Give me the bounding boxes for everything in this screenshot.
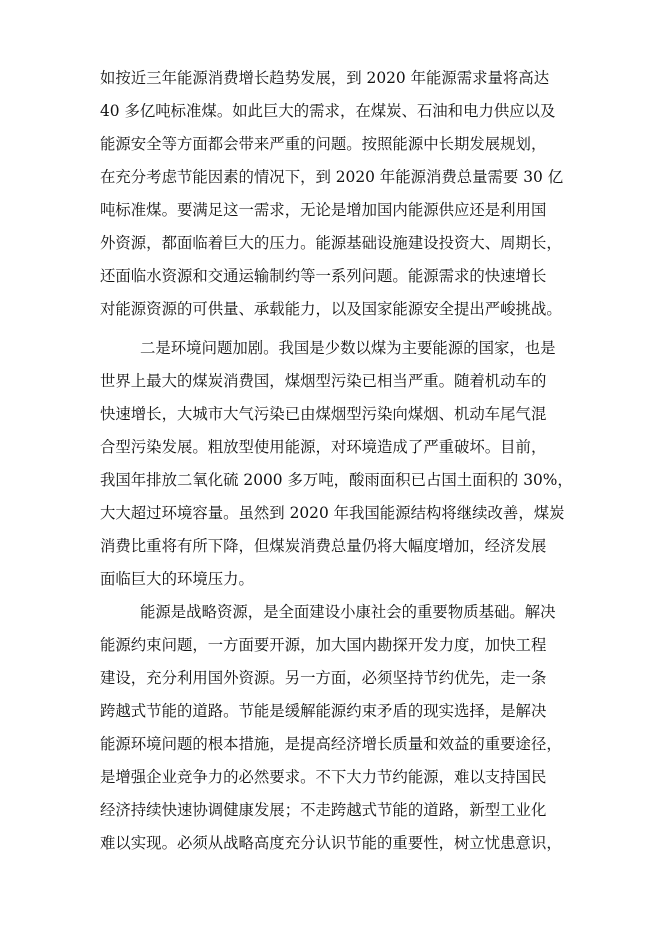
text-line: 能源环境问题的根本措施，是提高经济增长质量和效益的重要途径， bbox=[100, 735, 562, 753]
text-line: 如按近三年能源消费增长趋势发展，到 2020 年能源需求量将高达 bbox=[100, 69, 550, 87]
text-line: 能源安全等方面都会带来严重的问题。按照能源中长期发展规划， bbox=[100, 135, 547, 153]
text-line: 是增强企业竞争力的必然要求。不下大力节约能源，难以支持国民 bbox=[100, 768, 547, 786]
text-line: 能源约束问题，一方面要开源，加大国内勘探开发力度，加快工程 bbox=[100, 636, 547, 654]
paragraph-strategic-resource bbox=[100, 596, 560, 860]
paragraph-energy-demand bbox=[100, 62, 564, 326]
text-line: 大大超过环境容量。虽然到 2020 年我国能源结构将继续改善，煤炭 bbox=[100, 504, 565, 522]
paragraph-environment-issues bbox=[100, 332, 573, 596]
text-line: 世界上最大的煤炭消费国，煤烟型污染已相当严重。随着机动车的 bbox=[100, 372, 547, 390]
text-line: 还面临水资源和交通运输制约等一系列问题。能源需求的快速增长 bbox=[100, 267, 547, 285]
text-line: 能源是战略资源，是全面建设小康社会的重要物质基础。解决 bbox=[140, 603, 556, 621]
text-line: 消费比重将有所下降，但煤炭消费总量仍将大幅度增加，经济发展 bbox=[100, 537, 547, 555]
text-line: 经济持续快速协调健康发展；不走跨越式节能的道路，新型工业化 bbox=[100, 801, 547, 819]
text-line: 外资源，都面临着巨大的压力。能源基础设施建设投资大、周期长， bbox=[100, 234, 562, 252]
text-line: 合型污染发展。粗放型使用能源，对环境造成了严重破坏。目前， bbox=[100, 438, 547, 456]
text-line: 二是环境问题加剧。我国是少数以煤为主要能源的国家，也是 bbox=[140, 339, 556, 357]
text-line: 对能源资源的可供量、承载能力，以及国家能源安全提出严峻挑战。 bbox=[100, 300, 562, 318]
text-line: 难以实现。必须从战略高度充分认识节能的重要性，树立忧患意识， bbox=[100, 834, 562, 852]
text-line: 我国年排放二氧化硫 2000 多万吨，酸雨面积已占国土面积的 30%， bbox=[100, 471, 573, 489]
text-line: 快速增长，大城市大气污染已由煤烟型污染向煤烟、机动车尾气混 bbox=[100, 405, 547, 423]
text-line: 面临巨大的环境压力。 bbox=[100, 570, 254, 588]
text-line: 跨越式节能的道路。节能是缓解能源约束矛盾的现实选择，是解决 bbox=[100, 702, 547, 720]
text-line: 40 多亿吨标准煤。如此巨大的需求，在煤炭、石油和电力供应以及 bbox=[100, 102, 556, 120]
text-line: 建设，充分利用国外资源。另一方面，必须坚持节约优先，走一条 bbox=[100, 669, 547, 687]
text-line: 吨标准煤。要满足这一需求，无论是增加国内能源供应还是利用国 bbox=[100, 201, 547, 219]
text-line: 在充分考虑节能因素的情况下，到 2020 年能源消费总量需要 30 亿 bbox=[100, 168, 564, 186]
